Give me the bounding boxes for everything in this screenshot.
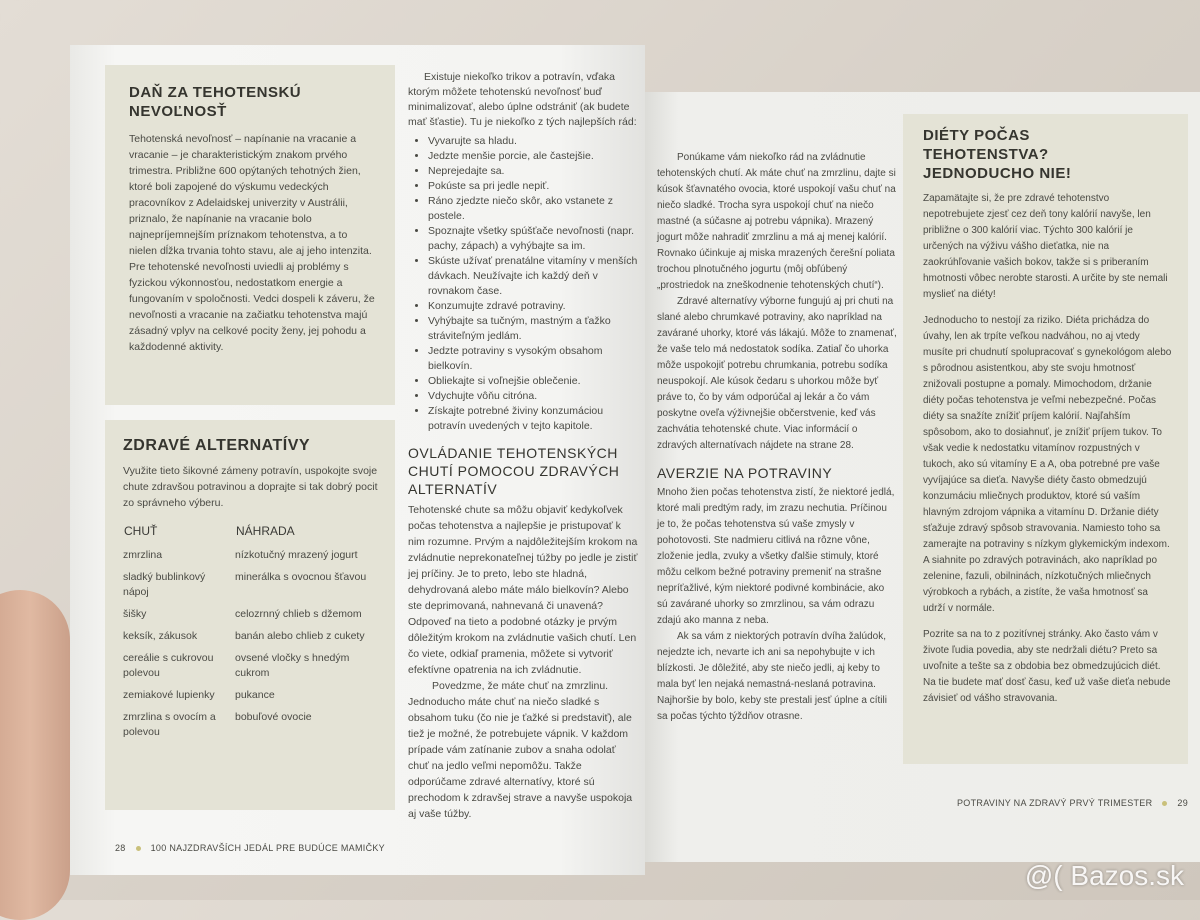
paragraph: Ak sa vám z niektorých potravín dvíha žalúdok, nejedzte ich, nevarte ich ani sa nepohybujte v ich blízkosti. Je dôležité, aby ste niečo jedli, aj keby to mala byť len nejaká nemastná-neslaná potravina. Najhoršie by bolo, keby ste prestali jesť úplne a cítili sa počas týchto týždňov otrasne. bbox=[657, 631, 887, 722]
table-row bbox=[123, 651, 378, 688]
substitute-cell: celozrnný chlieb s džemom bbox=[235, 608, 362, 620]
page-footer bbox=[957, 798, 1188, 808]
tip-item: • Obliekajte si voľnejšie oblečenie. bbox=[428, 374, 638, 389]
table-row bbox=[123, 570, 378, 607]
tip-item: • Spoznajte všetky spúšťače nevoľnosti (napr. pachy, zápach) a vyhýbajte sa im. bbox=[428, 224, 638, 254]
paragraph: Ponúkame vám niekoľko rád na zvládnutie tehotenských chutí. Ak máte chuť na zmrzlinu, dajte si kúsok šťavnatého ovocia, ktoré uspokojí vašu chuť na niečo sladké. Trocha syra uspokojí chuť na niečo mastné (a súčasne aj potrebu vápnika). Mrazený jogurt môže nahradiť zmrzlinu a má aj menej kalórií. Rovnako účinkuje aj miska mrazených čerešní poliata trochou plnotučného jogurtu (môj obľúbený „prostriedok na zneškodnenie tehotenských chutí“). bbox=[657, 152, 896, 291]
tip-item: • Konzumujte zdravé potraviny. bbox=[428, 299, 638, 314]
sidebar-box-alternatives bbox=[105, 420, 395, 810]
right-page bbox=[645, 92, 1200, 862]
tip-item: • Skúste užívať prenatálne vitamíny v menších dávkach. Neužívajte ich každý deň v rovnakom čase. bbox=[428, 254, 638, 299]
text-column bbox=[657, 150, 897, 725]
box-title: DIÉTY POČAS TEHOTENSTVA? JEDNODUCHO NIE! bbox=[923, 127, 1072, 182]
page-footer bbox=[115, 843, 385, 853]
tip-item: • Ráno zjedzte niečo skôr, ako vstanete z postele. bbox=[428, 194, 638, 224]
alternatives-table bbox=[123, 523, 378, 747]
column-header: CHUŤ bbox=[124, 524, 158, 538]
craving-cell: sladký bublinkový nápoj bbox=[123, 571, 206, 598]
box-paragraph: Zapamätajte si, že pre zdravé tehotenstvo nepotrebujete zjesť cez deň tony kalórií navyše, len približne o 300 kalórií viac. Týchto 300 kalórií je určených na výživu vášho dieťatka, nie na zaokrúhľovanie vašich bokov, takže si s priberaním hmotnosti vôbec nerobte starosti. A určite by ste nemali myslieť na diéty! bbox=[923, 193, 1168, 300]
tip-item: • Vdychujte vôňu citróna. bbox=[428, 389, 638, 404]
text-column bbox=[408, 70, 638, 822]
section-heading: AVERZIE NA POTRAVINY bbox=[657, 465, 833, 481]
chapter-title: POTRAVINY NA ZDRAVÝ PRVÝ TRIMESTER bbox=[957, 798, 1153, 808]
tips-list bbox=[408, 134, 638, 434]
substitute-cell: bobuľové ovocie bbox=[235, 711, 312, 723]
box-paragraph: Pozrite sa na to z pozitívnej stránky. Ako často vám v živote ľudia povedia, aby ste nedržali diétu? Preto sa uvoľnite a tešte sa z obdobia bez obmedzujúcich diét. Na tie budete mať dosť času, keď už vaše dieťa nebude závisieť od vášho stravovania. bbox=[923, 629, 1171, 704]
box-paragraph: Jednoducho to nestojí za riziko. Diéta prichádza do úvahy, len ak trpíte veľkou nadváhou, no aj vtedy musíte pri chudnutí spolupracovať s gynekológom alebo s pôrodnou asistentkou, aby ste svoju hmotnosť znižovali postupne a pomaly. Mimochodom, držanie diéty počas tehotenstva je veľmi nebezpečné. Počas diéty sa snažíte znížiť príjem kalórií. Najľahším spôsobom, ako to dosiahnuť, je znížiť príjem tukov. To však vedie k nedostatku vitamínov rozpustných v tukoch, ako sú vitamíny E a A, oba potrebné pre vaše vyvíjajúce sa dieťa. Navyše diéty často obmedzujú konzumáciu mliečnych produktov, ktoré sú vaším hlavným zdrojom vápnika a vitamínu D. Držanie diéty sťažuje zdravý spôsob stravovania. Namiesto toho sa zamerajte na potraviny s nízkym glykemickým indexom. A siahnite po zdravých potravinách, ako napríklad po zelenine, fazuli, obilninách, nízkotučných mliečnych výrobkoch a rybách, a zistíte, že vaša hmotnosť sa udrží v normále. bbox=[923, 315, 1172, 614]
book-title: 100 NAJZDRAVŠÍCH JEDÁL PRE BUDÚCE MAMIČKY bbox=[150, 843, 385, 853]
tip-item: • Jedzte potraviny s vysokým obsahom bielkovín. bbox=[428, 344, 638, 374]
paragraph: Mnoho žien počas tehotenstva zistí, že niektoré jedlá, ktoré mali predtým rady, im zrazu nechutia. Príčinou je to, že počas tehotenstva sú vaše zmysly v pohotovosti. Ste nadmieru citlivá na rôzne vône, zloženie jedla, zvuky a všetky ďalšie stimuly, ktoré môžu celkom bežné potraviny premeniť na strašne nepríťažlivé, kým niektoré podivné kombinácie, ako sú zavárané uhorky so zmrzlinou, sa vám odrazu zdajú ako manna z neba. bbox=[657, 487, 895, 626]
sidebar-box-nausea bbox=[105, 65, 395, 405]
tip-item: • Vyhýbajte sa tučným, mastným a ťažko stráviteľným jedlám. bbox=[428, 314, 638, 344]
table-row bbox=[123, 607, 378, 629]
tip-item: • Vyvarujte sa hladu. bbox=[428, 134, 638, 149]
box-text: Tehotenská nevoľnosť – napínanie na vracanie a vracanie – je charakteristickým znakom prvého trimestra. Približne 600 opýtaných tehotných žien, ktoré boli zapojené do výskumu vedeckých pracovníkov z Adelaidskej univerzity v Austrálii, priznalo, že napínanie na vracanie bolo najnepríjemnejším príznakom tehotenstva, a to nielen dĺžka trvania tohto stavu, ale aj jeho intenzita. Pre tehotenské nevoľnosti uviedli aj problémy s fyzickou výkonnosťou, nedostatkom energie a fungovaním v spoločnosti. Vedci dospeli k záveru, že nevoľnosti a vracanie na začiatku tehotenstva majú zásadný vplyv na celkové pocity ženy, jej pohodu a každodenné aktivity. bbox=[129, 133, 375, 353]
substitute-cell: ovsené vločky s hnedým cukrom bbox=[235, 652, 350, 679]
column-header: NÁHRADA bbox=[236, 524, 295, 538]
substitute-cell: banán alebo chlieb z cukety bbox=[235, 630, 365, 642]
table-row bbox=[123, 688, 378, 710]
tip-item: • Jedzte menšie porcie, ale častejšie. bbox=[428, 149, 638, 164]
bullet-dot-icon bbox=[1162, 801, 1167, 806]
page-number: 28 bbox=[115, 843, 126, 853]
tip-item: • Pokúste sa pri jedle nepiť. bbox=[428, 179, 638, 194]
bullet-dot-icon bbox=[136, 846, 141, 851]
table-row bbox=[123, 548, 378, 570]
craving-cell: šišky bbox=[123, 608, 147, 620]
table-row bbox=[123, 629, 378, 651]
substitute-cell: pukance bbox=[235, 689, 275, 701]
hand-holding-book bbox=[0, 590, 70, 920]
craving-cell: keksík, zákusok bbox=[123, 630, 198, 642]
section-heading: OVLÁDANIE TEHOTENSKÝCH CHUTÍ POMOCOU ZDRAVÝCH ALTERNATÍV bbox=[408, 445, 620, 497]
box-title: DAŇ ZA TEHOTENSKÚ NEVOĽNOSŤ bbox=[129, 84, 302, 120]
page-number: 29 bbox=[1177, 798, 1189, 808]
paragraph: Povedzme, že máte chuť na zmrzlinu. Jednoducho máte chuť na niečo sladké s obsahom tuku (čo nie je ťažké si predstaviť), ale tiež je možné, že potrebujete vápnik. V každom prípade vám zatínanie zubov a snaha odolať chuť na jedlo veľmi nepomôžu. Takže odporúčame zdravé alternatívy, ktoré sú prechodom k zdravšej strave a navyše uspokoja aj vaše túžby. bbox=[408, 680, 633, 820]
paragraph: Zdravé alternatívy výborne fungujú aj pri chuti na slané alebo chrumkavé potraviny, ako napríklad na zavárané uhorky, ktoré vás lákajú. Môže to znamenať, že vaše telo má nedostatok sodíka. Zatiaľ čo uhorka môže uspokojiť potrebu chrumkania, potrebu sodíka neuspokojí. Ale kúsok čedaru s uhorkou môže byť práve to, čo by vám odporúčal aj lekár a čo vám poskytne oveľa výživnejšie občerstvenie, keď vás zachvátia tehotenské chute. Viac informácií o zdravých alternatívach nájdete na strane 28. bbox=[657, 296, 897, 451]
substitute-cell: nízkotučný mrazený jogurt bbox=[235, 549, 358, 561]
left-page bbox=[70, 45, 645, 875]
craving-cell: zmrzlina bbox=[123, 549, 163, 561]
table-row bbox=[123, 710, 378, 747]
substitute-cell: minerálka s ovocnou šťavou bbox=[235, 571, 367, 583]
tip-item: • Získajte potrebné živiny konzumáciou potravín uvedených v tejto kapitole. bbox=[428, 404, 638, 434]
tip-item: • Neprejedajte sa. bbox=[428, 164, 638, 179]
craving-cell: cereálie s cukrovou polevou bbox=[123, 652, 214, 679]
craving-cell: zmrzlina s ovocím a polevou bbox=[123, 711, 216, 738]
intro-paragraph: Existuje niekoľko trikov a potravín, vďaka ktorým môžete tehotenskú nevoľnosť buď minimalizovať, alebo úplne odstrániť (ak budete mať šťastie). Tu je niekoľko z tých najlepších rád: bbox=[408, 71, 637, 128]
watermark: @( Bazos.sk bbox=[1024, 860, 1184, 891]
box-intro: Využite tieto šikovné zámeny potravín, uspokojte svoje chute zdravšou potravinou a doprajte si tak dobrý pocit zo správneho výberu. bbox=[123, 465, 378, 509]
paragraph: Tehotenské chute sa môžu objaviť kedykoľvek počas tehotenstva a najlepšie je pristupovať k nim rozumne. Prvým a najdôležitejším krokom na zvládnutie neprekonateľnej túžby po jedle je zistiť jej príčiny. Je to preto, lebo ste hladná, dehydrovaná alebo máte málo bielkovín? Alebo ste deprimovaná, nahnevaná či unavená? Odpoveď na tieto a podobné otázky je prvým dôležitým krokom na zvládnutie vašich chutí. Len čo viete, odkiaľ pramenia, môžete si vytvoriť efektívne opatrenia na ich zvládnutie. bbox=[408, 504, 638, 676]
box-title: ZDRAVÉ ALTERNATÍVY bbox=[123, 437, 311, 454]
craving-cell: zemiakové lupienky bbox=[123, 689, 215, 701]
sidebar-box-diets bbox=[903, 114, 1188, 764]
